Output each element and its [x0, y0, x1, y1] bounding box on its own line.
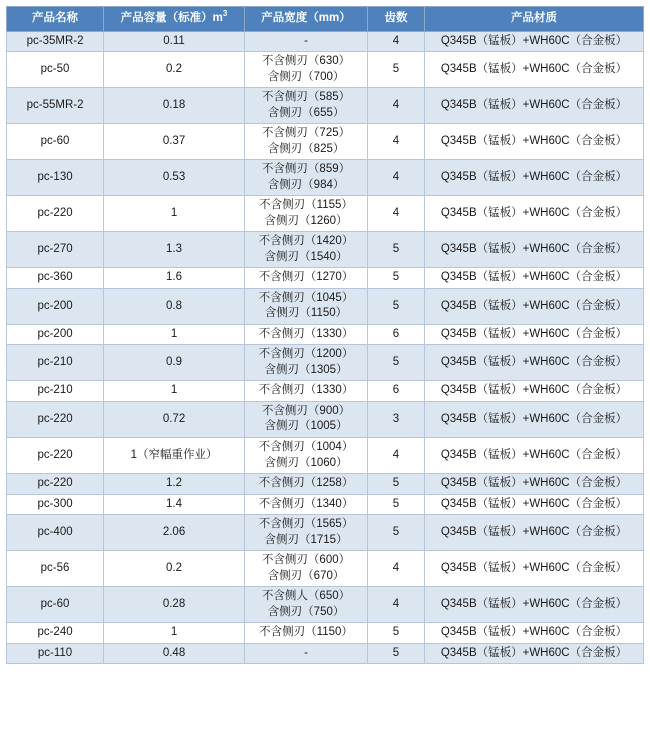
cell-product-width [244, 623, 367, 644]
table-row [7, 52, 644, 88]
cell-product-width [244, 268, 367, 289]
cell-product-width [244, 494, 367, 515]
table-row [7, 551, 644, 587]
cell-product-capacity: 0.72 [104, 401, 245, 437]
cell-product-width [244, 474, 367, 495]
cell-product-material: Q345B（锰板）+WH60C（合金板） [424, 288, 643, 324]
width-line: 含侧刃（1260） [264, 214, 348, 227]
width-line: 不含侧刃（725） [261, 127, 351, 140]
table-row [7, 124, 644, 160]
column-header-product-width: 产品宽度（mm） [244, 7, 367, 32]
cell-product-capacity: 0.11 [104, 31, 245, 52]
width-line: 含侧刃（1305） [264, 363, 348, 376]
cell-teeth-count: 5 [368, 345, 425, 381]
cell-teeth-count: 5 [368, 52, 425, 88]
column-header-product-name: 产品名称 [7, 7, 104, 32]
cell-teeth-count: 4 [368, 196, 425, 232]
cell-product-width [244, 232, 367, 268]
cell-product-width [244, 381, 367, 402]
cell-product-material: Q345B（锰板）+WH60C（合金板） [424, 623, 643, 644]
cell-product-name: pc-240 [7, 623, 104, 644]
cell-product-material: Q345B（锰板）+WH60C（合金板） [424, 515, 643, 551]
cell-teeth-count: 4 [368, 88, 425, 124]
cell-product-width [244, 124, 367, 160]
cell-product-width [244, 160, 367, 196]
cell-product-capacity: 0.53 [104, 160, 245, 196]
column-header-product-material: 产品材质 [424, 7, 643, 32]
cell-product-material: Q345B（锰板）+WH60C（合金板） [424, 643, 643, 664]
cell-product-name: pc-55MR-2 [7, 88, 104, 124]
width-line: 不含侧刃（1150） [259, 626, 353, 639]
product-spec-table [6, 6, 644, 664]
width-line: 不含侧刃（1155） [259, 199, 353, 212]
cell-teeth-count: 4 [368, 124, 425, 160]
cell-product-material: Q345B（锰板）+WH60C（合金板） [424, 88, 643, 124]
cell-teeth-count: 6 [368, 324, 425, 345]
cell-product-width [244, 196, 367, 232]
cell-product-capacity: 2.06 [104, 515, 245, 551]
cell-teeth-count: 6 [368, 381, 425, 402]
cell-product-width [244, 345, 367, 381]
width-line: 含侧刃（1005） [264, 420, 348, 433]
width-line: 不含侧刃（1340） [258, 497, 354, 510]
width-line: 含侧刃（984） [267, 178, 345, 191]
cell-teeth-count: 5 [368, 288, 425, 324]
cell-product-width [244, 324, 367, 345]
cell-product-width [244, 288, 367, 324]
cell-product-name: pc-60 [7, 587, 104, 623]
width-line: 不含侧刃（585） [261, 91, 351, 104]
cell-product-name: pc-60 [7, 124, 104, 160]
cell-product-name: pc-50 [7, 52, 104, 88]
cell-product-material: Q345B（锰板）+WH60C（合金板） [424, 31, 643, 52]
cell-product-name: pc-210 [7, 345, 104, 381]
width-line: 不含侧刃（859） [261, 163, 351, 176]
table-row [7, 196, 644, 232]
cell-product-capacity: 0.18 [104, 88, 245, 124]
cell-product-name: pc-210 [7, 381, 104, 402]
width-line: 含侧刃（1150） [264, 307, 348, 320]
table-row [7, 88, 644, 124]
width-line: 不含侧刃（1565） [258, 518, 354, 531]
column-header-product-capacity: 产品容量（标准）$m^3$ [104, 7, 245, 32]
table-row [7, 345, 644, 381]
cell-product-name: pc-200 [7, 324, 104, 345]
width-line: 含侧刃（750） [267, 605, 345, 618]
cell-product-width [244, 643, 367, 664]
cell-product-name: pc-130 [7, 160, 104, 196]
cell-product-capacity: 0.8 [104, 288, 245, 324]
cell-teeth-count: 4 [368, 437, 425, 473]
cell-product-material: Q345B（锰板）+WH60C（合金板） [424, 381, 643, 402]
cell-product-material: Q345B（锰板）+WH60C（合金板） [424, 52, 643, 88]
cell-product-capacity: 1.6 [104, 268, 245, 289]
width-line: 不含侧刃（1258） [258, 477, 354, 490]
cell-product-capacity: 1 [104, 324, 245, 345]
width-line: 不含侧刃（1200） [258, 348, 354, 361]
cell-product-capacity: 0.48 [104, 643, 245, 664]
cell-product-capacity: 0.37 [104, 124, 245, 160]
cell-teeth-count: 5 [368, 474, 425, 495]
cell-product-name: pc-270 [7, 232, 104, 268]
cell-teeth-count: 5 [368, 494, 425, 515]
cell-teeth-count: 5 [368, 515, 425, 551]
cell-product-material: Q345B（锰板）+WH60C（合金板） [424, 474, 643, 495]
cell-product-width [244, 401, 367, 437]
table-header-row [7, 7, 644, 32]
cell-product-material: Q345B（锰板）+WH60C（合金板） [424, 401, 643, 437]
table-row [7, 232, 644, 268]
cell-product-name: pc-56 [7, 551, 104, 587]
cell-product-material: Q345B（锰板）+WH60C（合金板） [424, 160, 643, 196]
cell-product-material: Q345B（锰板）+WH60C（合金板） [424, 551, 643, 587]
cell-product-capacity: 0.2 [104, 551, 245, 587]
width-line: 不含侧刃（1004） [258, 440, 354, 453]
cell-product-capacity: 0.2 [104, 52, 245, 88]
cell-product-capacity: 1 [104, 623, 245, 644]
cell-product-name: pc-220 [7, 474, 104, 495]
cell-product-material: Q345B（锰板）+WH60C（合金板） [424, 587, 643, 623]
cell-teeth-count: 4 [368, 587, 425, 623]
table-row [7, 381, 644, 402]
cell-teeth-count: 5 [368, 643, 425, 664]
width-line: 不含侧刃（1270） [258, 271, 354, 284]
cell-product-width [244, 551, 367, 587]
table-row [7, 587, 644, 623]
width-line: 含侧刃（1060） [264, 456, 348, 469]
width-line: 含侧刃（1540） [264, 250, 348, 263]
cell-product-material: Q345B（锰板）+WH60C（合金板） [424, 196, 643, 232]
width-line: 不含侧刃（1045） [258, 291, 354, 304]
width-line: 含侧刃（825） [267, 142, 345, 155]
table-row [7, 643, 644, 664]
cell-product-name: pc-110 [7, 643, 104, 664]
table-row [7, 515, 644, 551]
cell-product-name: pc-400 [7, 515, 104, 551]
width-line: 不含侧刃（600） [261, 554, 351, 567]
cell-product-capacity: 1.3 [104, 232, 245, 268]
width-line: - [304, 34, 308, 47]
cell-product-width [244, 515, 367, 551]
cell-teeth-count: 5 [368, 268, 425, 289]
width-line: 含侧刃（700） [267, 70, 345, 83]
column-header-teeth-count: 齿数 [368, 7, 425, 32]
width-line: - [304, 646, 308, 659]
cell-teeth-count: 4 [368, 551, 425, 587]
cell-product-material: Q345B（锰板）+WH60C（合金板） [424, 232, 643, 268]
cell-product-capacity: 1.4 [104, 494, 245, 515]
cell-product-material: Q345B（锰板）+WH60C（合金板） [424, 324, 643, 345]
width-line: 含侧刃（655） [267, 106, 345, 119]
table-row [7, 31, 644, 52]
cell-product-capacity: 1（窄幅重作业） [104, 437, 245, 473]
cell-product-capacity: 1 [104, 196, 245, 232]
cell-product-capacity: 1.2 [104, 474, 245, 495]
width-line: 含侧刃（1715） [264, 533, 348, 546]
table-row [7, 623, 644, 644]
width-line: 不含侧刃（1330） [258, 327, 354, 340]
cell-product-name: pc-360 [7, 268, 104, 289]
cell-teeth-count: 4 [368, 31, 425, 52]
table-row [7, 288, 644, 324]
cell-product-name: pc-200 [7, 288, 104, 324]
cell-product-material: Q345B（锰板）+WH60C（合金板） [424, 494, 643, 515]
cell-product-name: pc-220 [7, 401, 104, 437]
width-line: 不含侧刃（900） [261, 404, 351, 417]
width-line: 不含侧刃（1330） [258, 384, 354, 397]
cell-teeth-count: 4 [368, 160, 425, 196]
width-line: 含侧刃（670） [267, 569, 345, 582]
width-line: 不含侧刃（630） [261, 55, 351, 68]
cell-product-width [244, 88, 367, 124]
cell-product-name: pc-300 [7, 494, 104, 515]
cell-product-name: pc-220 [7, 437, 104, 473]
cell-product-capacity: 1 [104, 381, 245, 402]
cell-product-material: Q345B（锰板）+WH60C（合金板） [424, 124, 643, 160]
table-row [7, 401, 644, 437]
cell-product-material: Q345B（锰板）+WH60C（合金板） [424, 345, 643, 381]
cell-product-name: pc-35MR-2 [7, 31, 104, 52]
cell-product-capacity: 0.28 [104, 587, 245, 623]
table-row [7, 160, 644, 196]
table-body [7, 31, 644, 664]
table-header [7, 7, 644, 32]
table-row [7, 268, 644, 289]
cell-product-width [244, 437, 367, 473]
cell-product-capacity: 0.9 [104, 345, 245, 381]
cell-product-width [244, 587, 367, 623]
width-line: 不含侧人（650） [261, 590, 351, 603]
cell-product-width [244, 31, 367, 52]
table-row [7, 474, 644, 495]
table-row [7, 494, 644, 515]
table-row [7, 437, 644, 473]
cell-teeth-count: 5 [368, 623, 425, 644]
table-row [7, 324, 644, 345]
cell-teeth-count: 3 [368, 401, 425, 437]
width-line: 不含侧刃（1420） [258, 235, 354, 248]
cell-product-width [244, 52, 367, 88]
cell-product-material: Q345B（锰板）+WH60C（合金板） [424, 268, 643, 289]
cell-product-material: Q345B（锰板）+WH60C（合金板） [424, 437, 643, 473]
cell-product-name: pc-220 [7, 196, 104, 232]
cell-teeth-count: 5 [368, 232, 425, 268]
